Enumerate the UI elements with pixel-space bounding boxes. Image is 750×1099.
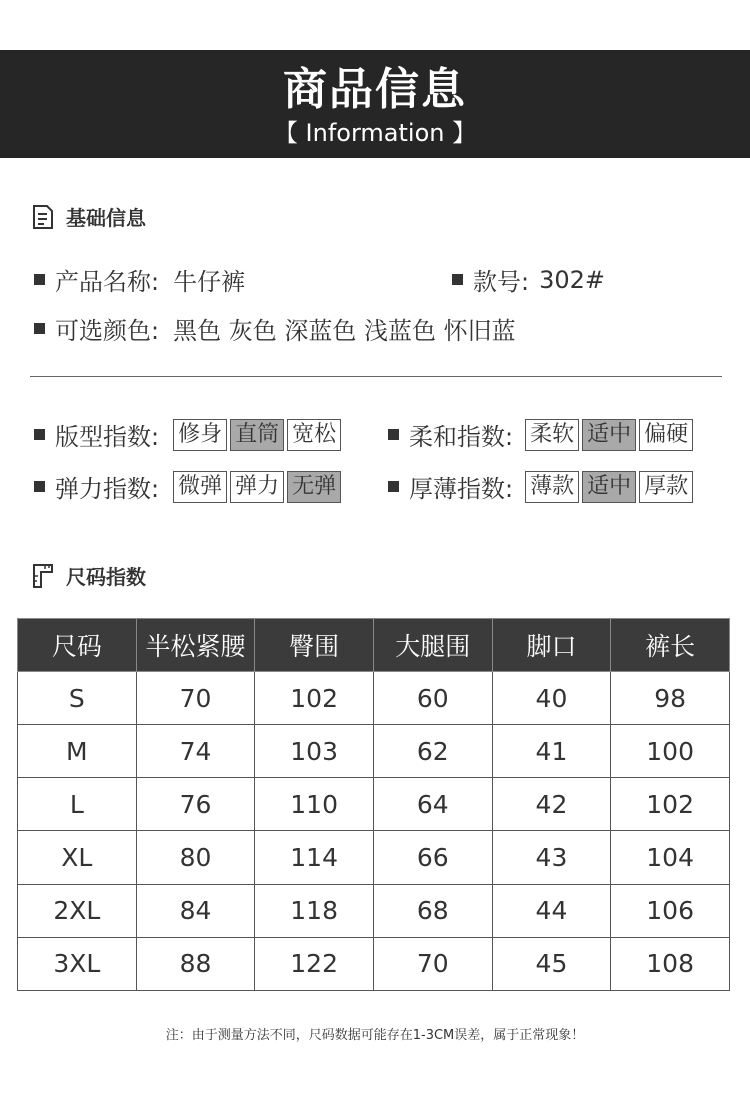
size-index-title: 尺码指数 (66, 565, 146, 589)
size-table-header-row (18, 619, 730, 672)
table-cell: XL (18, 831, 137, 884)
table-cell: M (18, 725, 137, 778)
table-cell: 114 (255, 831, 374, 884)
stretch-option-none: 无弹 (287, 471, 341, 503)
table-row (18, 937, 730, 990)
table-cell: 44 (492, 884, 611, 937)
table-cell: 43 (492, 831, 611, 884)
style-no-row (452, 262, 605, 297)
table-cell: 76 (136, 778, 255, 831)
table-cell: S (18, 672, 137, 725)
square-bullet-icon (34, 481, 45, 492)
table-cell: 122 (255, 937, 374, 990)
table-cell: 66 (373, 831, 492, 884)
table-cell: 104 (611, 831, 730, 884)
fit-option-straight: 直筒 (230, 419, 284, 451)
stretch-index-label: 弹力指数: (55, 475, 160, 503)
header-leg-opening: 脚口 (492, 619, 611, 672)
square-bullet-icon (34, 274, 45, 285)
table-cell: 68 (373, 884, 492, 937)
table-row (18, 672, 730, 725)
stretch-option-slight: 微弹 (173, 471, 227, 503)
thickness-index-row (388, 469, 696, 504)
fit-option-loose: 宽松 (287, 419, 341, 451)
square-bullet-icon (34, 323, 45, 334)
footnote: 注：由于测量方法不同，尺码数据可能存在1-3CM误差，属于正常现象！ (165, 1028, 585, 1043)
section-divider (30, 376, 722, 377)
softness-index-row (388, 417, 696, 452)
table-cell: 106 (611, 884, 730, 937)
stretch-index-row (34, 469, 344, 504)
table-cell: 98 (611, 672, 730, 725)
table-cell: 62 (373, 725, 492, 778)
table-cell: 42 (492, 778, 611, 831)
product-name-value: 牛仔裤 (173, 268, 246, 296)
table-cell: 108 (611, 937, 730, 990)
basic-info-heading (32, 202, 146, 231)
square-bullet-icon (388, 429, 399, 440)
colors-value: 黑色 灰色 深蓝色 浅蓝色 怀旧蓝 (173, 317, 516, 345)
thickness-option-thick: 厚款 (639, 471, 693, 503)
banner-subtitle: 【 Information 】 (273, 119, 477, 147)
fit-index-row (34, 417, 344, 452)
header-waist: 半松紧腰 (136, 619, 255, 672)
table-cell: 118 (255, 884, 374, 937)
softness-option-stiff: 偏硬 (639, 419, 693, 451)
size-index-heading (32, 561, 146, 590)
table-cell: 80 (136, 831, 255, 884)
table-cell: 70 (373, 937, 492, 990)
basic-info-title: 基础信息 (66, 206, 146, 230)
softness-option-soft: 柔软 (525, 419, 579, 451)
header-banner (0, 50, 750, 158)
colors-label: 可选颜色: (55, 317, 160, 345)
table-cell: 40 (492, 672, 611, 725)
size-table (17, 618, 730, 991)
square-bullet-icon (34, 429, 45, 440)
stretch-option-stretch: 弹力 (230, 471, 284, 503)
table-cell: 2XL (18, 884, 137, 937)
table-cell: 74 (136, 725, 255, 778)
table-row (18, 831, 730, 884)
style-no-label: 款号: (473, 268, 530, 296)
table-cell: 88 (136, 937, 255, 990)
softness-index-label: 柔和指数: (409, 423, 514, 451)
table-row (18, 725, 730, 778)
table-cell: 3XL (18, 937, 137, 990)
ruler-icon (32, 563, 54, 589)
table-cell: 41 (492, 725, 611, 778)
table-cell: 84 (136, 884, 255, 937)
table-cell: 100 (611, 725, 730, 778)
table-row (18, 778, 730, 831)
header-thigh: 大腿围 (373, 619, 492, 672)
softness-option-medium: 适中 (582, 419, 636, 451)
style-no-value: 302# (539, 265, 606, 294)
header-hip: 臀围 (255, 619, 374, 672)
header-length: 裤长 (611, 619, 730, 672)
table-row (18, 884, 730, 937)
document-icon (32, 204, 54, 230)
header-size: 尺码 (18, 619, 137, 672)
thickness-index-label: 厚薄指数: (409, 475, 514, 503)
product-name-row (34, 262, 245, 297)
thickness-option-thin: 薄款 (525, 471, 579, 503)
table-cell: 110 (255, 778, 374, 831)
table-cell: 45 (492, 937, 611, 990)
table-cell: 102 (255, 672, 374, 725)
fit-option-slim: 修身 (173, 419, 227, 451)
table-cell: 102 (611, 778, 730, 831)
colors-row (34, 311, 516, 346)
product-name-label: 产品名称: (55, 268, 160, 296)
table-cell: 103 (255, 725, 374, 778)
table-cell: 70 (136, 672, 255, 725)
square-bullet-icon (452, 274, 463, 285)
square-bullet-icon (388, 481, 399, 492)
thickness-option-medium: 适中 (582, 471, 636, 503)
fit-index-label: 版型指数: (55, 423, 160, 451)
table-cell: 60 (373, 672, 492, 725)
table-cell: L (18, 778, 137, 831)
banner-title: 商品信息 (283, 64, 467, 115)
table-cell: 64 (373, 778, 492, 831)
